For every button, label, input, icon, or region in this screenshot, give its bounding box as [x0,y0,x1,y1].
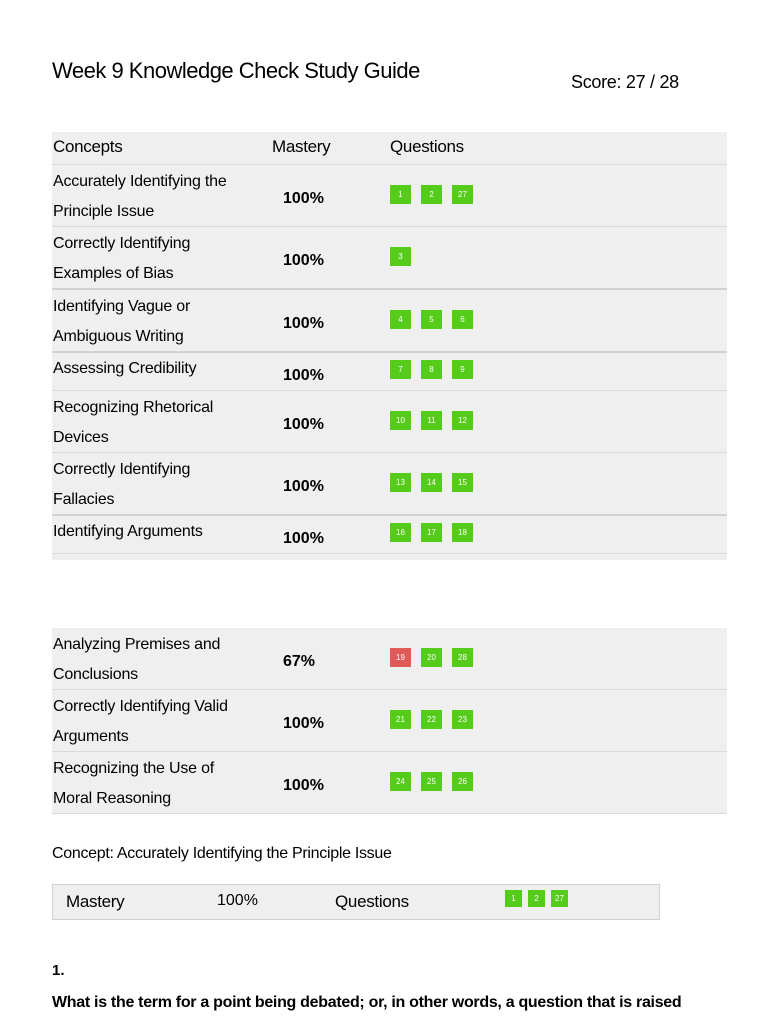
mastery-percent: 100% [283,478,324,495]
mastery-value: 100% [217,892,258,909]
score-label: Score: 27 / 28 [571,72,679,92]
mastery-percent: 100% [283,777,324,794]
question-link-14[interactable]: 14 [421,473,442,492]
question-link-25[interactable]: 25 [421,772,442,791]
concept-mastery-box [52,884,660,920]
concept-question-links [505,890,568,907]
question-link-28[interactable]: 28 [452,648,473,667]
header-mastery: Mastery [272,137,331,156]
question-links [390,411,473,430]
question-link-23[interactable]: 23 [452,710,473,729]
question-link-16[interactable]: 16 [390,523,411,542]
mastery-label: Mastery [66,892,125,911]
table-row [52,690,727,752]
mastery-percent: 100% [283,252,324,269]
question-link-11[interactable]: 11 [421,411,442,430]
mastery-percent: 100% [283,315,324,332]
concept-heading: Concept: Accurately Identifying the Principle Issue [52,845,392,862]
question-links [390,473,473,492]
question-link-3[interactable]: 3 [390,247,411,266]
mastery-percent: 100% [283,715,324,732]
questions-label: Questions [335,892,409,911]
question-link-22[interactable]: 22 [421,710,442,729]
question-links [390,710,473,729]
mastery-percent: 100% [283,367,324,384]
question-link-17[interactable]: 17 [421,523,442,542]
table-header [52,132,727,165]
question-number: 1. [52,962,65,979]
question-link-2[interactable]: 2 [421,185,442,204]
concept-name: Identifying Arguments [53,523,203,540]
mastery-percent: 67% [283,653,316,670]
table-row [52,391,727,453]
concept-name: Correctly Identifying Examples of Bias [53,235,191,282]
concept-name: Identifying Vague or Ambiguous Writing [53,298,191,345]
question-text: What is the term for a point being debated; or, in other words, a question that is raised [52,994,682,1011]
concepts-table-continued [52,628,727,814]
question-link-6[interactable]: 6 [452,310,473,329]
question-link-18[interactable]: 18 [452,523,473,542]
table-row [52,516,727,554]
question-link-26[interactable]: 26 [452,772,473,791]
concept-name: Correctly Identifying Valid Arguments [53,698,228,745]
question-link-4[interactable]: 4 [390,310,411,329]
concept-name: Accurately Identifying the Principle Issue [53,173,227,220]
question-link-13[interactable]: 13 [390,473,411,492]
question-link-27[interactable]: 27 [551,890,568,907]
question-link-5[interactable]: 5 [421,310,442,329]
question-link-20[interactable]: 20 [421,648,442,667]
mastery-percent: 100% [283,530,324,547]
question-link-24[interactable]: 24 [390,772,411,791]
question-link-19[interactable]: 19 [390,648,411,667]
mastery-percent: 100% [283,190,324,207]
table-row [52,353,727,391]
question-link-2[interactable]: 2 [528,890,545,907]
question-links [390,310,473,329]
question-links [390,247,411,266]
question-link-1[interactable]: 1 [505,890,522,907]
question-links [390,360,473,379]
question-link-15[interactable]: 15 [452,473,473,492]
mastery-percent: 100% [283,416,324,433]
question-link-27[interactable]: 27 [452,185,473,204]
question-link-8[interactable]: 8 [421,360,442,379]
table-row [52,453,727,516]
concept-name: Recognizing the Use of Moral Reasoning [53,760,215,807]
question-link-12[interactable]: 12 [452,411,473,430]
question-links [390,523,473,542]
concept-name: Recognizing Rhetorical Devices [53,399,214,446]
question-links [390,648,473,667]
concept-name: Analyzing Premises and Conclusions [53,636,221,683]
concept-name: Correctly Identifying Fallacies [53,461,191,508]
table-row [52,290,727,353]
header-questions: Questions [390,137,464,156]
concepts-table [52,132,727,560]
table-row [52,227,727,290]
table-footer-spacer [52,554,727,560]
table-body [52,165,727,554]
question-link-10[interactable]: 10 [390,411,411,430]
header-concepts: Concepts [53,137,123,156]
question-link-9[interactable]: 9 [452,360,473,379]
question-link-7[interactable]: 7 [390,360,411,379]
page-title: Week 9 Knowledge Check Study Guide [52,58,420,83]
table-row [52,752,727,814]
table-row [52,628,727,690]
question-link-21[interactable]: 21 [390,710,411,729]
question-link-1[interactable]: 1 [390,185,411,204]
table-body [52,628,727,814]
table-row [52,165,727,227]
question-links [390,185,473,204]
concept-name: Assessing Credibility [53,360,197,377]
question-links [390,772,473,791]
